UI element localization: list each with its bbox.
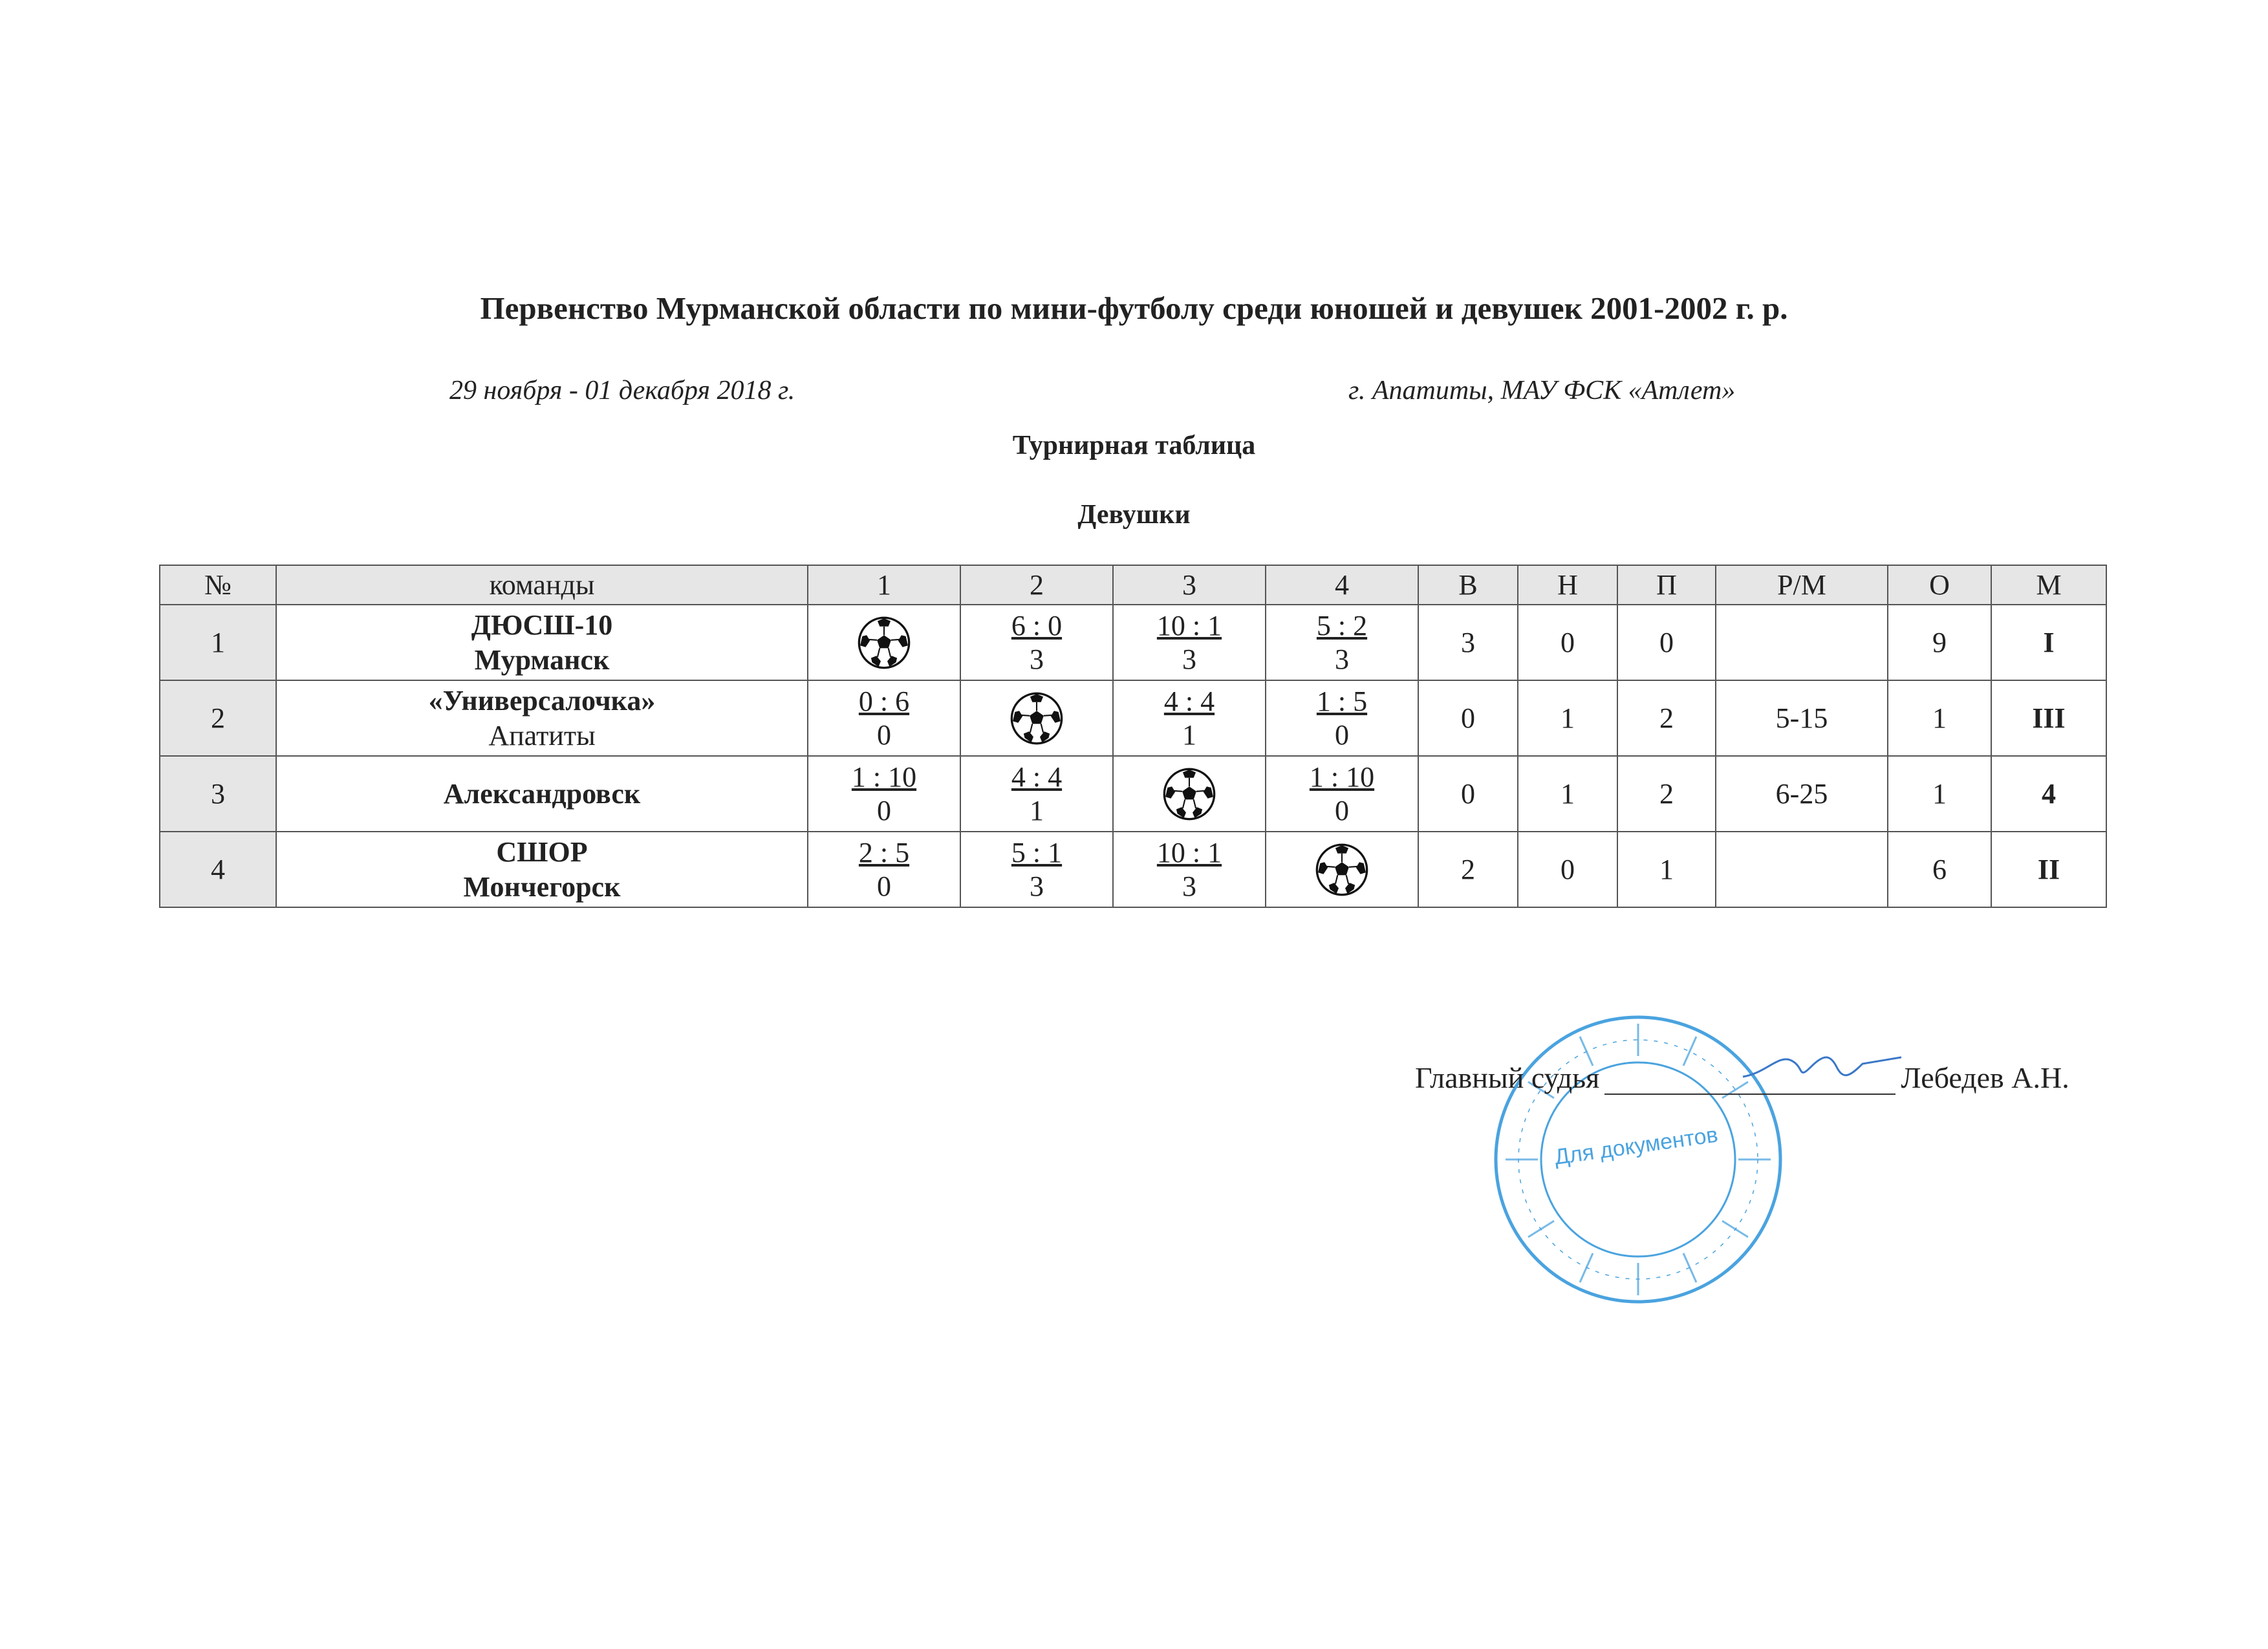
header-num: № [160, 565, 276, 605]
header-row [160, 565, 2106, 605]
soccer-ball-icon [857, 616, 911, 670]
row-num: 3 [160, 756, 276, 832]
match-cell [1113, 832, 1266, 907]
draws-cell: 0 [1518, 832, 1617, 907]
judge-name: Лебедев А.Н. [1901, 1061, 2069, 1094]
losses-cell: 1 [1617, 832, 1716, 907]
header-wins: В [1418, 565, 1518, 605]
draws-cell: 1 [1518, 680, 1617, 756]
points-cell: 1 [1888, 680, 1991, 756]
header-draws: Н [1518, 565, 1617, 605]
match-cell [1113, 605, 1266, 680]
match-cell [808, 832, 960, 907]
place-cell: II [1991, 832, 2106, 907]
soccer-ball-icon [1010, 691, 1064, 746]
match-points: 0 [877, 718, 891, 751]
self-match-ball-icon [1113, 756, 1266, 832]
match-score: 5 : 1 [1011, 836, 1063, 868]
self-match-ball-icon [808, 605, 960, 680]
points-cell: 1 [1888, 756, 1991, 832]
team-cell [276, 832, 808, 907]
match-cell [1266, 680, 1418, 756]
team-city: Мурманск [474, 643, 610, 676]
match-score: 1 : 10 [851, 760, 917, 793]
team-city: Апатиты [488, 719, 596, 751]
wins-cell: 2 [1418, 832, 1518, 907]
chief-judge-line [1415, 1061, 2069, 1095]
match-points: 3 [1182, 643, 1196, 675]
team-name: СШОР [496, 835, 588, 868]
header-place: М [1991, 565, 2106, 605]
draws-cell: 0 [1518, 605, 1617, 680]
match-points: 0 [877, 794, 891, 826]
team-city: Мончегорск [463, 870, 621, 903]
header-opp-4: 4 [1266, 565, 1418, 605]
wins-cell: 3 [1418, 605, 1518, 680]
match-points: 0 [1335, 794, 1349, 826]
place-cell: III [1991, 680, 2106, 756]
team-name: «Универсалочка» [428, 684, 656, 717]
draws-cell: 1 [1518, 756, 1617, 832]
goals-cell: 6-25 [1716, 756, 1888, 832]
match-points: 3 [1030, 870, 1044, 902]
match-points: 1 [1182, 718, 1196, 751]
table-subtitle: Турнирная таблица [1012, 431, 1256, 460]
team-name: ДЮСШ-10 [471, 609, 613, 641]
match-score: 2 : 5 [858, 836, 910, 868]
match-score: 4 : 4 [1011, 760, 1063, 793]
row-num: 4 [160, 832, 276, 907]
match-score: 1 : 10 [1309, 760, 1375, 793]
soccer-ball-icon [1162, 767, 1216, 821]
standings-table [159, 565, 2107, 908]
losses-cell: 0 [1617, 605, 1716, 680]
judge-label: Главный судья [1415, 1061, 1600, 1094]
wins-cell: 0 [1418, 680, 1518, 756]
header-team: команды [276, 565, 808, 605]
category-label: Девушки [1077, 500, 1191, 530]
match-score: 1 : 5 [1316, 685, 1368, 717]
wins-cell: 0 [1418, 756, 1518, 832]
header-goals: Р/М [1716, 565, 1888, 605]
match-score: 5 : 2 [1316, 609, 1368, 641]
points-cell: 6 [1888, 832, 1991, 907]
team-cell [276, 680, 808, 756]
document-title: Первенство Мурманской области по мини-футболу среди юношей и девушек 2001-2002 г. р. [480, 290, 1788, 326]
tournament-dates: 29 ноября - 01 декабря 2018 г. [449, 376, 795, 405]
team-name: Александровск [443, 777, 641, 810]
match-points: 0 [877, 870, 891, 902]
match-cell [1266, 605, 1418, 680]
table-row [160, 680, 2106, 756]
match-score: 0 : 6 [858, 685, 910, 717]
match-score: 6 : 0 [1011, 609, 1063, 641]
match-score: 4 : 4 [1163, 685, 1215, 717]
losses-cell: 2 [1617, 756, 1716, 832]
table-row [160, 756, 2106, 832]
header-points: О [1888, 565, 1991, 605]
match-score: 10 : 1 [1156, 609, 1222, 641]
row-num: 1 [160, 605, 276, 680]
header-losses: П [1617, 565, 1716, 605]
self-match-ball-icon [1266, 832, 1418, 907]
tournament-venue: г. Апатиты, МАУ ФСК «Атлет» [1348, 376, 1736, 405]
match-cell [1113, 680, 1266, 756]
row-num: 2 [160, 680, 276, 756]
goals-cell [1716, 605, 1888, 680]
team-cell [276, 605, 808, 680]
table-row [160, 605, 2106, 680]
match-cell [1266, 756, 1418, 832]
match-points: 3 [1335, 643, 1349, 675]
soccer-ball-icon [1315, 843, 1369, 897]
losses-cell: 2 [1617, 680, 1716, 756]
header-opp-2: 2 [960, 565, 1113, 605]
goals-cell: 5-15 [1716, 680, 1888, 756]
match-cell [960, 832, 1113, 907]
match-points: 0 [1335, 718, 1349, 751]
goals-cell [1716, 832, 1888, 907]
place-cell: 4 [1991, 756, 2106, 832]
place-cell: I [1991, 605, 2106, 680]
header-opp-3: 3 [1113, 565, 1266, 605]
signature-line [1604, 1069, 1895, 1095]
match-points: 3 [1030, 643, 1044, 675]
match-cell [808, 680, 960, 756]
table-row [160, 832, 2106, 907]
match-points: 3 [1182, 870, 1196, 902]
stamp-center-text: Для документов [1553, 1122, 1720, 1170]
match-points: 1 [1030, 794, 1044, 826]
match-cell [960, 756, 1113, 832]
match-cell [960, 605, 1113, 680]
match-score: 10 : 1 [1156, 836, 1222, 868]
match-cell [808, 756, 960, 832]
team-cell [276, 756, 808, 832]
points-cell: 9 [1888, 605, 1991, 680]
self-match-ball-icon [960, 680, 1113, 756]
header-opp-1: 1 [808, 565, 960, 605]
